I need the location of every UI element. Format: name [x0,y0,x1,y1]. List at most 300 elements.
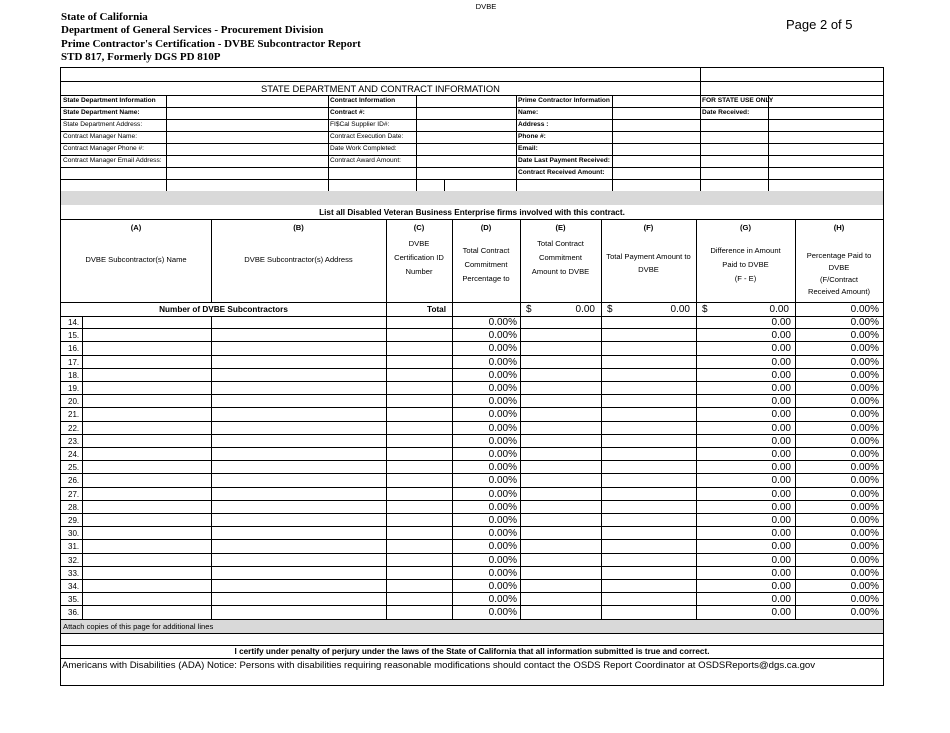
grid-line [444,179,445,191]
certification-id-cell[interactable] [387,528,451,539]
column-heading-text: DVBE [475,2,497,11]
certification-id-cell[interactable] [387,541,451,553]
contract-info-label: FI$Cal Supplier ID#: [330,121,390,128]
commitment-percentage-cell: 0.00% [488,396,517,407]
prime-contractor-field[interactable] [613,108,699,119]
difference-amount-cell: 0.00 [771,555,791,566]
currency-symbol: $ [526,304,532,315]
difference-amount-cell: 0.00 [771,607,791,618]
certification-id-cell[interactable] [387,396,451,407]
subcontractor-address-cell[interactable] [212,555,385,566]
certification-id-cell[interactable] [387,502,451,513]
column-heading-text: Total Contract [537,239,584,248]
column-heading-text: DVBE [638,265,659,274]
total-percentage: 0.00% [850,304,879,315]
percentage-paid-cell: 0.00% [850,357,879,368]
difference-amount-cell: 0.00 [771,343,791,354]
column-heading-text: Certification ID [394,253,444,262]
row-number: 26. [68,476,80,485]
prime-contractor-field[interactable] [613,156,699,167]
column-heading-text: Total Contract [462,246,510,255]
percentage-paid-cell: 0.00% [850,489,879,500]
payment-amount-cell[interactable] [602,423,695,434]
column-heading-text: Total Payment Amount to [606,252,691,261]
row-number: 28. [68,503,80,512]
percentage-paid-cell: 0.00% [850,528,879,539]
difference-amount-cell: 0.00 [771,370,791,381]
payment-amount-cell[interactable] [602,317,695,328]
subcontractor-address-cell[interactable] [212,528,385,539]
subcontractor-name-cell[interactable] [83,357,210,368]
column-letter: (D) [480,223,492,232]
subcontractor-name-cell[interactable] [83,581,210,592]
percentage-paid-cell: 0.00% [850,475,879,486]
contract-info-label: Date Work Completed: [330,145,397,152]
row-number: 25. [68,463,80,472]
payment-amount-cell[interactable] [602,568,695,579]
state-department-field[interactable] [167,120,327,131]
subcontractor-address-cell[interactable] [212,502,385,513]
subcontractor-name-cell[interactable] [83,607,210,619]
payment-amount-cell[interactable] [602,383,695,394]
row-number: 16. [68,344,80,353]
row-number: 22. [68,424,80,433]
payment-amount-cell[interactable] [602,409,695,421]
contract-info-field[interactable] [417,156,515,167]
percentage-paid-cell: 0.00% [850,436,879,447]
commitment-amount-cell[interactable] [521,357,600,368]
row-number: 31. [68,542,80,551]
commitment-percentage-cell: 0.00% [488,317,517,328]
subcontractor-name-cell[interactable] [83,423,210,434]
column-heading-text: Paid to DVBE [722,260,769,269]
subcontractor-name-cell[interactable] [83,489,210,500]
difference-amount-cell: 0.00 [771,568,791,579]
prime-contractor-field[interactable] [613,132,699,143]
row-number: 23. [68,437,80,446]
prime-contractor-field[interactable] [613,144,699,155]
state-use-divider [700,67,701,191]
subcontractor-address-cell[interactable] [212,370,385,381]
certification-id-cell[interactable] [387,449,451,460]
subcontractor-name-cell[interactable] [83,475,210,487]
percentage-paid-cell: 0.00% [850,370,879,381]
subcontractor-address-cell[interactable] [212,541,385,553]
commitment-amount-cell[interactable] [521,343,600,355]
row-number: 24. [68,450,80,459]
percentage-paid-cell: 0.00% [850,581,879,592]
certification-id-cell[interactable] [387,370,451,381]
payment-amount-cell[interactable] [602,396,695,407]
difference-amount-cell: 0.00 [771,330,791,341]
column-heading-text: Percentage Paid to [806,251,872,260]
contract-info-field[interactable] [417,108,515,119]
commitment-amount-cell[interactable] [521,502,600,513]
total-amount: 0.00 [575,304,595,315]
currency-symbol: $ [702,304,708,315]
page-number: Page 2 of 5 [786,17,853,32]
contract-info-label: Contract Award Amount: [330,157,401,164]
commitment-percentage-cell: 0.00% [488,409,517,420]
row-number: 17. [68,358,80,367]
payment-amount-cell[interactable] [602,343,695,355]
dvbe-count-field[interactable] [453,304,519,316]
column-letter: (C) [413,223,425,232]
percentage-paid-cell: 0.00% [850,607,879,618]
difference-amount-cell: 0.00 [771,475,791,486]
subcontractor-address-cell[interactable] [212,330,385,341]
certification-id-cell[interactable] [387,555,451,566]
column-heading-text: Number [405,267,433,276]
commitment-amount-cell[interactable] [521,594,600,605]
commitment-percentage-cell: 0.00% [488,568,517,579]
commitment-percentage-cell: 0.00% [488,343,517,354]
percentage-paid-cell: 0.00% [850,396,879,407]
column-heading-text: Percentage to [462,274,510,283]
percentage-paid-cell: 0.00% [850,568,879,579]
subcontractor-name-cell[interactable] [83,436,210,447]
prime-contractor-heading: Prime Contractor Information [518,97,610,104]
commitment-percentage-cell: 0.00% [488,370,517,381]
column-heading-text: DVBE Subcontractor(s) Address [244,255,353,264]
commitment-amount-cell[interactable] [521,449,600,460]
total-amount: 0.00 [769,304,789,315]
payment-amount-cell[interactable] [602,607,695,619]
state-use-label: Date Received: [702,109,750,116]
commitment-amount-cell[interactable] [521,383,600,394]
difference-amount-cell: 0.00 [771,462,791,473]
commitment-percentage-cell: 0.00% [488,436,517,447]
row-number: 33. [68,569,80,578]
difference-amount-cell: 0.00 [771,357,791,368]
column-heading-text: Commitment [464,260,508,269]
column-heading-text: DVBE [408,239,430,248]
payment-amount-cell[interactable] [602,370,695,381]
subcontractor-address-cell[interactable] [212,489,385,500]
subcontractor-address-cell[interactable] [212,607,385,619]
subcontractor-address-cell[interactable] [212,409,385,421]
subcontractor-address-cell[interactable] [212,357,385,368]
payment-amount-cell[interactable] [602,581,695,592]
row-number: 21. [68,410,80,419]
subcontractor-name-cell[interactable] [83,343,210,355]
commitment-amount-cell[interactable] [521,555,600,566]
percentage-paid-cell: 0.00% [850,594,879,605]
percentage-paid-cell: 0.00% [850,343,879,354]
list-title: List all Disabled Veteran Business Enterprise firms involved with this contract. [319,208,625,217]
row-number: 19. [68,384,80,393]
commitment-amount-cell[interactable] [521,528,600,539]
percentage-paid-cell: 0.00% [850,409,879,420]
payment-amount-cell[interactable] [602,502,695,513]
row-number: 32. [68,556,80,565]
difference-amount-cell: 0.00 [771,409,791,420]
contract-info-field[interactable] [417,132,515,143]
state-department-label: Contract Manager Phone #: [63,145,145,152]
grid-line [61,167,883,168]
prime-contractor-field[interactable] [613,120,699,131]
difference-amount-cell: 0.00 [771,436,791,447]
percentage-paid-cell: 0.00% [850,515,879,526]
subcontractor-address-cell[interactable] [212,568,385,579]
payment-amount-cell[interactable] [602,330,695,341]
prime-contractor-label: Date Last Payment Received: [518,157,610,164]
subcontractor-name-cell[interactable] [83,502,210,513]
commitment-percentage-cell: 0.00% [488,357,517,368]
subcontractor-address-cell[interactable] [212,475,385,487]
percentage-paid-cell: 0.00% [850,383,879,394]
payment-amount-cell[interactable] [602,515,695,526]
commitment-percentage-cell: 0.00% [488,449,517,460]
state-department-label: State Department Name: [63,109,140,116]
certification-id-cell[interactable] [387,475,451,487]
row-number: 35. [68,595,80,604]
row-number: 34. [68,582,80,591]
column-letter: (G) [740,223,751,232]
commitment-percentage-cell: 0.00% [488,528,517,539]
commitment-percentage-cell: 0.00% [488,383,517,394]
commitment-amount-cell[interactable] [521,330,600,341]
subcontractor-name-cell[interactable] [83,515,210,526]
state-department-label: Contract Manager Email Address: [63,157,162,164]
total-amount: 0.00 [670,304,690,315]
grid-line [61,219,883,220]
percentage-paid-cell: 0.00% [850,330,879,341]
subcontractor-address-cell[interactable] [212,436,385,447]
info-title: STATE DEPARTMENT AND CONTRACT INFORMATION [261,83,500,94]
difference-amount-cell: 0.00 [771,383,791,394]
state-department-field[interactable] [167,132,327,143]
column-letter: (A) [130,223,142,232]
payment-amount-cell[interactable] [602,449,695,460]
certification-id-cell[interactable] [387,489,451,500]
commitment-amount-cell[interactable] [521,317,600,328]
column-letter: (E) [555,223,566,232]
difference-amount-cell: 0.00 [771,541,791,552]
payment-amount-cell[interactable] [602,541,695,553]
header-line-1: State of California [61,11,148,23]
payment-amount-cell[interactable] [602,357,695,368]
certification-id-cell[interactable] [387,423,451,434]
certification-id-cell[interactable] [387,330,451,341]
column-heading-text: (F - E) [734,274,757,283]
state-department-field[interactable] [167,144,327,155]
row-number: 27. [68,490,80,499]
attach-note: Attach copies of this page for additional lines [63,622,214,631]
subcontractor-name-cell[interactable] [83,370,210,381]
certification-id-cell[interactable] [387,343,451,355]
column-letter: (F) [643,223,654,232]
payment-amount-cell[interactable] [602,489,695,500]
prime-contractor-field[interactable] [613,168,699,179]
certification-id-cell[interactable] [387,357,451,368]
payment-amount-cell[interactable] [602,594,695,605]
column-letter: (H) [833,223,845,232]
difference-amount-cell: 0.00 [771,489,791,500]
contract-info-field[interactable] [417,144,515,155]
payment-amount-cell[interactable] [602,475,695,487]
date-received-field[interactable] [769,108,882,119]
footer-divider [61,633,883,634]
commitment-amount-cell[interactable] [521,568,600,579]
subcontractor-address-cell[interactable] [212,383,385,394]
percentage-paid-cell: 0.00% [850,502,879,513]
commitment-percentage-cell: 0.00% [488,555,517,566]
column-letter: (B) [293,223,304,232]
percentage-paid-cell: 0.00% [850,423,879,434]
commitment-amount-cell[interactable] [521,489,600,500]
state-department-field[interactable] [167,156,327,167]
subcontractor-name-cell[interactable] [83,396,210,407]
commitment-percentage-cell: 0.00% [488,475,517,486]
currency-symbol: $ [607,304,613,315]
grid-line [61,179,883,180]
header-line-2: Department of General Services - Procurement Division [61,24,324,37]
percentage-paid-cell: 0.00% [850,317,879,328]
subcontractor-address-cell[interactable] [212,594,385,605]
percentage-paid-cell: 0.00% [850,462,879,473]
subcontractor-name-cell[interactable] [83,330,210,341]
state-department-label: State Department Address: [63,121,143,128]
difference-amount-cell: 0.00 [771,581,791,592]
contract-info-label: Contract #: [330,109,365,116]
header-line-4: STD 817, Formerly DGS PD 810P [61,51,221,64]
row-number: 14. [68,318,80,327]
certification-id-cell[interactable] [387,462,451,473]
commitment-amount-cell[interactable] [521,370,600,381]
subcontractor-name-cell[interactable] [83,568,210,579]
column-heading-text: (F/Contract [820,275,858,284]
difference-amount-cell: 0.00 [771,423,791,434]
column-heading-text: Commitment [538,253,583,262]
commitment-percentage-cell: 0.00% [488,462,517,473]
contract-info-heading: Contract Information [330,97,396,104]
subcontractor-address-cell[interactable] [212,515,385,526]
certification-id-cell[interactable] [387,383,451,394]
commitment-percentage-cell: 0.00% [488,330,517,341]
commitment-percentage-cell: 0.00% [488,541,517,552]
difference-amount-cell: 0.00 [771,396,791,407]
certification-id-cell[interactable] [387,436,451,447]
certification-id-cell[interactable] [387,607,451,619]
commitment-amount-cell[interactable] [521,475,600,487]
percentage-paid-cell: 0.00% [850,541,879,552]
payment-amount-cell[interactable] [602,555,695,566]
subcontractor-address-cell[interactable] [212,343,385,355]
commitment-percentage-cell: 0.00% [488,594,517,605]
commitment-percentage-cell: 0.00% [488,607,517,618]
commitment-percentage-cell: 0.00% [488,515,517,526]
subcontractor-name-cell[interactable] [83,594,210,605]
difference-amount-cell: 0.00 [771,449,791,460]
contract-info-field[interactable] [417,120,515,131]
prime-contractor-label: Address : [518,121,549,128]
column-heading-text: Difference in Amount [710,246,781,255]
commitment-percentage-cell: 0.00% [488,581,517,592]
difference-amount-cell: 0.00 [771,594,791,605]
commitment-amount-cell[interactable] [521,607,600,619]
subcontractor-address-cell[interactable] [212,396,385,407]
subcontractor-name-cell[interactable] [83,541,210,553]
certification-id-cell[interactable] [387,317,451,328]
grid-line [328,95,329,191]
subcontractor-name-cell[interactable] [83,449,210,460]
state-use-heading: FOR STATE USE ONLY [702,97,774,104]
subcontractor-name-cell[interactable] [83,462,210,473]
commitment-amount-cell[interactable] [521,409,600,421]
subcontractor-address-cell[interactable] [212,462,385,473]
commitment-amount-cell[interactable] [521,436,600,447]
subcontractor-name-cell[interactable] [83,409,210,421]
certification-id-cell[interactable] [387,581,451,592]
certification-id-cell[interactable] [387,409,451,421]
contract-info-label: Contract Execution Date: [330,133,404,140]
subcontractor-name-cell[interactable] [83,317,210,328]
dvbe-count-label: Number of DVBE Subcontractors [159,305,288,314]
difference-amount-cell: 0.00 [771,317,791,328]
row-number: 36. [68,608,80,617]
commitment-amount-cell[interactable] [521,541,600,553]
subcontractor-address-cell[interactable] [212,449,385,460]
prime-contractor-label: Contract Received Amount: [518,169,605,176]
subcontractor-name-cell[interactable] [83,555,210,566]
commitment-amount-cell[interactable] [521,462,600,473]
row-number: 20. [68,397,80,406]
column-heading-text: Received Amount) [807,287,871,296]
column-heading-text: Amount to DVBE [531,267,590,276]
row-number: 15. [68,331,80,340]
commitment-percentage-cell: 0.00% [488,489,517,500]
payment-amount-cell[interactable] [602,528,695,539]
prime-contractor-label: Email: [518,145,538,152]
difference-amount-cell: 0.00 [771,502,791,513]
subcontractor-address-cell[interactable] [212,423,385,434]
difference-amount-cell: 0.00 [771,528,791,539]
percentage-paid-cell: 0.00% [850,449,879,460]
subcontractor-address-cell[interactable] [212,581,385,592]
row-number: 18. [68,371,80,380]
column-heading-text: DVBE [828,263,850,272]
subcontractor-name-cell[interactable] [83,528,210,539]
payment-amount-cell[interactable] [602,436,695,447]
certification-id-cell[interactable] [387,568,451,579]
prime-contractor-label: Phone #: [518,133,546,140]
commitment-amount-cell[interactable] [521,581,600,592]
commitment-amount-cell[interactable] [521,423,600,434]
subcontractor-name-cell[interactable] [83,383,210,394]
separator-band [61,191,883,205]
row-number: 30. [68,529,80,538]
certification-id-cell[interactable] [387,515,451,526]
ada-notice: Americans with Disabilities (ADA) Notice: Persons with disabilities requiring reasonable modifications should contact the OSDS Report Coordinator at OSDSReports@dgs.ca.gov [62,660,816,671]
subcontractor-address-cell[interactable] [212,317,385,328]
difference-amount-cell: 0.00 [771,515,791,526]
commitment-percentage-cell: 0.00% [488,423,517,434]
commitment-percentage-cell: 0.00% [488,502,517,513]
total-label: Total [427,305,446,314]
percentage-paid-cell: 0.00% [850,555,879,566]
state-department-label: Contract Manager Name: [63,133,138,140]
prime-contractor-label: Name: [518,109,539,116]
payment-amount-cell[interactable] [602,462,695,473]
commitment-amount-cell[interactable] [521,515,600,526]
column-heading-text: DVBE Subcontractor(s) Name [85,255,187,264]
certification-id-cell[interactable] [387,594,451,605]
row-number: 29. [68,516,80,525]
commitment-amount-cell[interactable] [521,396,600,407]
state-department-field[interactable] [167,108,327,119]
certification-statement: I certify under penalty of perjury under the laws of the State of California that all information submitted is true and correct. [234,647,710,656]
